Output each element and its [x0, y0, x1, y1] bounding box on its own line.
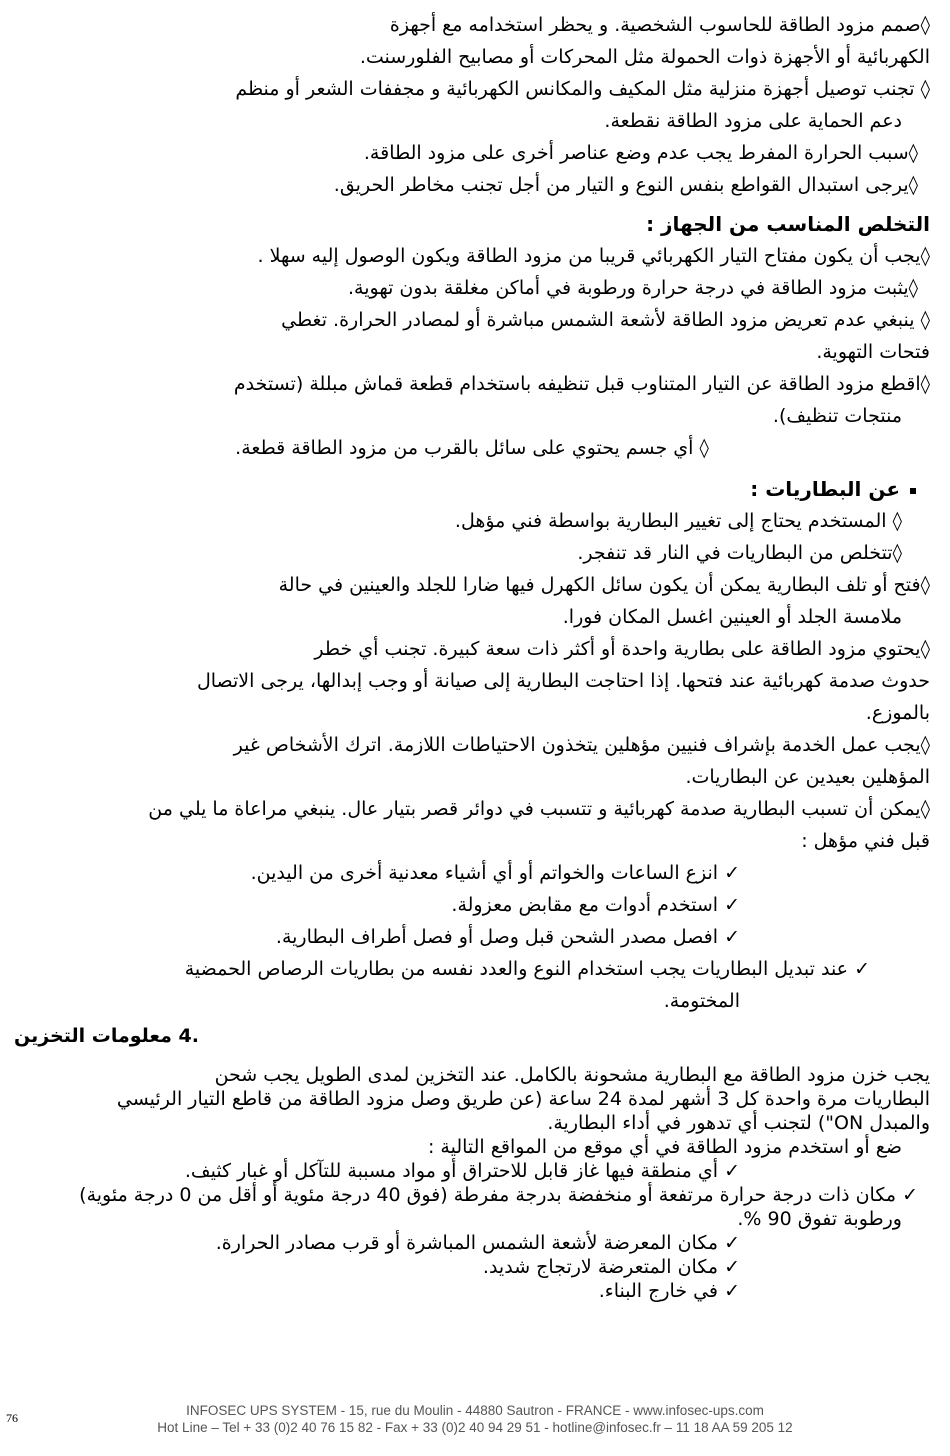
- page-footer: [0, 1402, 950, 1436]
- battery-line: المؤهلين بعيدين عن البطاريات.: [685, 766, 930, 788]
- disposal-line: ◊ ينبغي عدم تعريض مزود الطاقة لأشعة الشمس مباشرة أو لمصادر الحرارة. تغطي: [281, 309, 930, 331]
- page-number: 76: [6, 1411, 18, 1425]
- checklist-item: ✓ انزع الساعات والخواتم أو أي أشياء معدنية أخرى من اليدين.: [250, 862, 740, 884]
- checklist-item: ✓ مكان ذات درجة حرارة مرتفعة أو منخفضة بدرجة مفرطة (فوق 40 درجة مئوية أو أقل من 0 درجة مئوية): [79, 1184, 918, 1206]
- checklist-item: ✓ مكان المعرضة لأشعة الشمس المباشرة أو قرب مصادر الحرارة.: [215, 1232, 740, 1254]
- storage-line: والمبدل ON") لتجنب أي تدهور في أداء البطارية.: [547, 1112, 930, 1134]
- disposal-line: ◊ أي جسم يحتوي على سائل بالقرب من مزود الطاقة قطعة.: [235, 437, 709, 459]
- section-title-batteries: عن البطاريات :: [14, 474, 930, 505]
- checklist-item: ✓ عند تبديل البطاريات يجب استخدام النوع والعدد نفسه من بطاريات الرصاص الحمضية: [184, 958, 870, 980]
- battery-line: حدوث صدمة كهربائية عند فتحها. إذا احتاجت البطارية إلى صيانة أو وجب إبدالها، يرجى الاتصال: [196, 670, 930, 692]
- intro-line: ◊يرجى استبدال القواطع بنفس النوع و التيار من أجل تجنب مخاطر الحريق.: [333, 174, 918, 196]
- disposal-line: ◊يجب أن يكون مفتاح التيار الكهربائي قريبا من مزود الطاقة ويكون الوصول إليه سهلا .: [257, 245, 930, 267]
- document-body: [14, 10, 930, 1304]
- disposal-line: فتحات التهوية.: [816, 341, 930, 363]
- checklist-item: ✓ أي منطقة فيها غاز قابل للاحتراق أو مواد مسببة للتآكل أو غبار كثيف.: [184, 1160, 740, 1182]
- checklist-item: المختومة.: [663, 990, 740, 1012]
- storage-line: يجب خزن مزود الطاقة مع البطارية مشحونة بالكامل. عند التخزين لمدى الطويل يجب شحن: [214, 1064, 930, 1086]
- battery-line: ◊يمكن أن تسبب البطارية صدمة كهربائية و تتسبب في دوائر قصر بتيار عال. ينبغي مراعاة ما يلي من: [148, 798, 930, 820]
- section-title-storage: .4 معلومات التخزين: [14, 1025, 199, 1047]
- checklist-item: ✓ في خارج البناء.: [598, 1280, 740, 1302]
- battery-line: ◊فتح أو تلف البطارية يمكن أن يكون سائل الكهرل فيها ضارا للجلد والعينين في حالة: [278, 574, 930, 596]
- disposal-line: ◊اقطع مزود الطاقة عن التيار المتناوب قبل تنظيفه باستخدام قطعة قماش مبللة (تستخدم: [233, 373, 930, 395]
- battery-line: ◊تتخلص من البطاريات في النار قد تنفجر.: [577, 542, 902, 564]
- checklist-item: ✓ استخدم أدوات مع مقابض معزولة.: [451, 894, 740, 916]
- intro-line: ◊ تجنب توصيل أجهزة منزلية مثل المكيف والمكانس الكهربائية و مجففات الشعر أو منظم: [235, 78, 930, 100]
- checklist-item: ✓ افصل مصدر الشحن قبل وصل أو فصل أطراف البطارية.: [275, 926, 740, 948]
- storage-line: البطاريات مرة واحدة كل 3 أشهر لمدة 24 ساعة (عن طريق وصل مزود الطاقة من قاطع التيار الرئيسي: [116, 1088, 930, 1110]
- disposal-line: ◊يثبت مزود الطاقة في درجة حرارة ورطوبة في أماكن مغلقة بدون تهوية.: [348, 277, 918, 299]
- square-bullet-icon: [910, 488, 916, 494]
- battery-line: ◊ المستخدم يحتاج إلى تغيير البطارية بواسطة فني مؤهل.: [454, 510, 902, 532]
- checklist-item: ورطوبة تفوق 90 %.: [737, 1208, 902, 1230]
- battery-line: ملامسة الجلد أو العينين اغسل المكان فورا.: [562, 606, 902, 628]
- footer-hotline-line: Hot Line – Tel + 33 (0)2 40 76 15 82 - Fax + 33 (0)2 40 94 29 51 - hotline@infosec.fr – 11 18 AA 59 205 12: [157, 1420, 793, 1435]
- intro-line: ◊صمم مزود الطاقة للحاسوب الشخصية. و يحظر استخدامه مع أجهزة: [389, 14, 930, 36]
- disposal-line: منتجات تنظيف).: [772, 405, 902, 427]
- storage-line: ضع أو استخدم مزود الطاقة في أي موقع من المواقع التالية :: [427, 1136, 902, 1158]
- footer-company-line: INFOSEC UPS SYSTEM - 15, rue du Moulin - 44880 Sautron - FRANCE - www.infosec-ups.com: [186, 1403, 764, 1418]
- battery-line: ◊يحتوي مزود الطاقة على بطارية واحدة أو أكثر ذات سعة كبيرة. تجنب أي خطر: [314, 638, 930, 660]
- checklist-item: ✓ مكان المتعرضة لارتجاج شديد.: [482, 1256, 740, 1278]
- battery-line: بالموزع.: [865, 702, 930, 724]
- section-title-disposal: التخلص المناسب من الجهاز :: [646, 212, 930, 236]
- battery-line: ◊يجب عمل الخدمة بإشراف فنيين مؤهلين يتخذون الاحتياطات اللازمة. اترك الأشخاص غير: [233, 734, 930, 756]
- intro-line: دعم الحماية على مزود الطاقة نقطعة.: [604, 110, 902, 132]
- intro-line: ◊سبب الحرارة المفرط يجب عدم وضع عناصر أخرى على مزود الطاقة.: [363, 142, 918, 164]
- battery-line: قبل فني مؤهل :: [801, 830, 930, 852]
- intro-line: الكهربائية أو الأجهزة ذوات الحمولة مثل المحركات أو مصابيح الفلورسنت.: [359, 46, 930, 68]
